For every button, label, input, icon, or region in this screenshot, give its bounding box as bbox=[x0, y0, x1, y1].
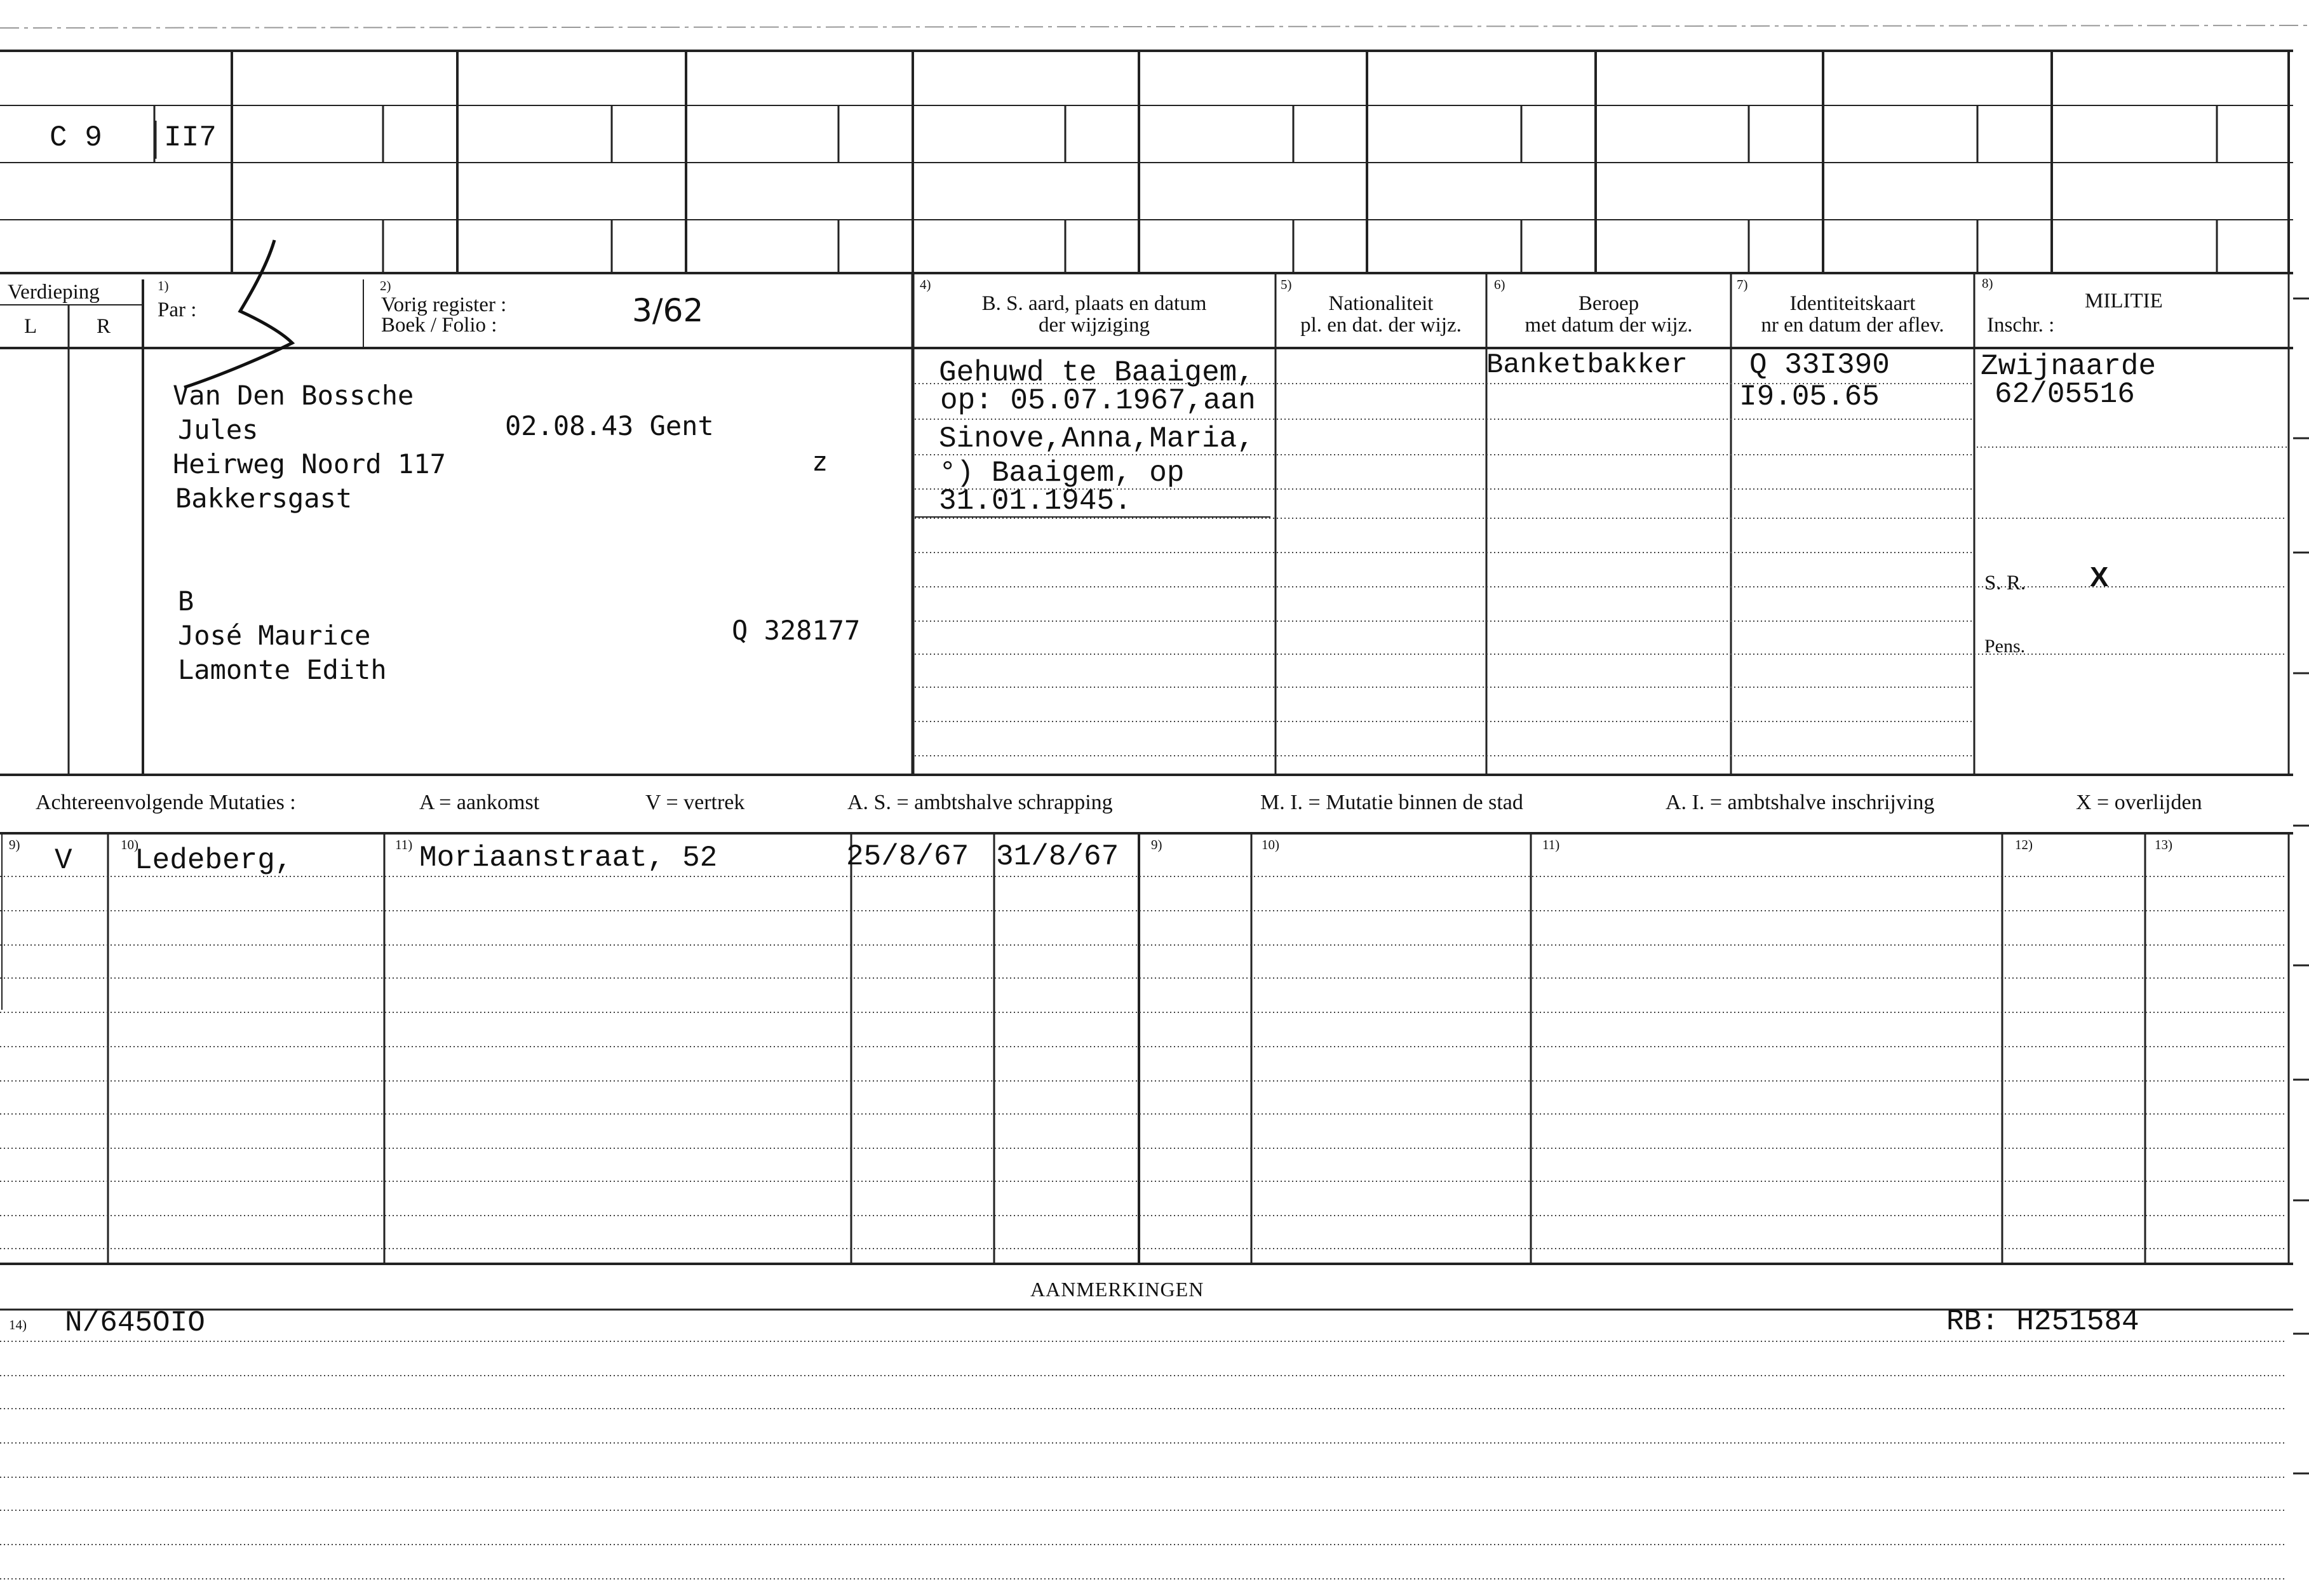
person-b-mark: B bbox=[178, 586, 194, 617]
verdieping-l: L bbox=[24, 315, 37, 338]
identiteitskaart-header-1: Identiteitskaart bbox=[1789, 292, 1916, 315]
militie-header: MILITIE bbox=[2085, 290, 2163, 312]
boek-folio-value: 3/62 bbox=[632, 292, 704, 329]
sr-label: S. R. bbox=[1984, 572, 2026, 594]
person-z-mark: z bbox=[812, 446, 828, 477]
verdieping-label: Verdieping bbox=[8, 281, 100, 304]
remarks-left-value: N/645OIO bbox=[65, 1306, 205, 1339]
nationaliteit-header-2: pl. en dat. der wijz. bbox=[1300, 314, 1462, 337]
person-address: Heirweg Noord 117 bbox=[173, 448, 446, 479]
mutatie-col-9-right: 9) bbox=[1151, 837, 1162, 852]
col6-num: 6) bbox=[1494, 277, 1505, 292]
person-occupation: Bakkersgast bbox=[175, 483, 353, 514]
person-id-ref: Q 328177 bbox=[732, 615, 861, 646]
beroep-value: Banketbakker bbox=[1486, 349, 1688, 381]
legend-v: V = vertrek bbox=[645, 791, 745, 814]
mutatie-col-13: 13) bbox=[2155, 837, 2172, 852]
remarks-right-value: RB: H251584 bbox=[1946, 1305, 2139, 1338]
bs-header-2: der wijziging bbox=[1038, 314, 1150, 337]
col8-num: 8) bbox=[1982, 276, 1993, 291]
identiteitskaart-header-2: nr en datum der aflev. bbox=[1761, 314, 1944, 337]
mutatie-col-12: 12) bbox=[2015, 837, 2033, 852]
parent-1: José Maurice bbox=[178, 620, 371, 651]
person-birth: 02.08.43 Gent bbox=[505, 410, 714, 441]
par-label: Par : bbox=[158, 298, 197, 321]
mutatie-col-10-right: 10) bbox=[1262, 837, 1279, 852]
signature-stroke bbox=[184, 240, 292, 387]
id-card-date: I9.05.65 bbox=[1739, 380, 1880, 413]
mutatie-type: V bbox=[55, 844, 72, 877]
marriage-line-5: 31.01.1945. bbox=[939, 485, 1132, 518]
militie-number: 62/05516 bbox=[1995, 378, 2135, 411]
nationaliteit-header-1: Nationaliteit bbox=[1328, 292, 1434, 315]
legend-a: A = aankomst bbox=[419, 791, 540, 814]
parent-2: Lamonte Edith bbox=[178, 654, 387, 685]
beroep-header-2: met datum der wijz. bbox=[1525, 314, 1693, 337]
person-first-name: Jules bbox=[178, 414, 259, 445]
vorig-register-label: Vorig register : bbox=[381, 293, 507, 316]
militie-place: Zwijnaarde bbox=[1981, 350, 2157, 383]
register-code-left: C 9 bbox=[50, 121, 102, 154]
inschr-label: Inschr. : bbox=[1987, 314, 2055, 337]
col1-num: 1) bbox=[158, 278, 169, 293]
legend-x: X = overlijden bbox=[2076, 791, 2202, 814]
beroep-header-1: Beroep bbox=[1578, 292, 1639, 315]
col5-num: 5) bbox=[1281, 277, 1292, 292]
id-card-number: Q 33I390 bbox=[1749, 349, 1890, 382]
mutatie-col-11-left: 11) bbox=[395, 837, 413, 852]
sr-value: X bbox=[2090, 561, 2109, 593]
aanmerkingen-title: AANMERKINGEN bbox=[1030, 1278, 1204, 1301]
mutatie-col-11-right: 11) bbox=[1542, 837, 1560, 852]
legend-ai: A. I. = ambtshalve inschrijving bbox=[1666, 791, 1935, 814]
mutaties-title: Achtereenvolgende Mutaties : bbox=[36, 791, 296, 814]
marriage-line-1: Gehuwd te Baaigem, bbox=[939, 356, 1255, 389]
bs-header-1: B. S. aard, plaats en datum bbox=[981, 292, 1207, 315]
mutatie-col-10-left: 10) bbox=[121, 837, 138, 852]
mutatie-col-9-left: 9) bbox=[9, 837, 20, 852]
marriage-line-2: op: 05.07.1967,aan bbox=[940, 384, 1256, 417]
legend-as: A. S. = ambtshalve schrapping bbox=[847, 791, 1113, 814]
register-code-right: II7 bbox=[164, 121, 217, 154]
mutatie-date-2: 31/8/67 bbox=[996, 840, 1119, 873]
col7-num: 7) bbox=[1737, 277, 1748, 292]
legend-mi: M. I. = Mutatie binnen de stad bbox=[1260, 791, 1523, 814]
mutatie-place: Ledeberg, bbox=[135, 844, 293, 877]
marriage-line-4: °) Baaigem, op bbox=[939, 457, 1185, 490]
remarks-num: 14) bbox=[9, 1317, 27, 1332]
mutatie-date-1: 25/8/67 bbox=[846, 840, 969, 873]
mutatie-street: Moriaanstraat, 52 bbox=[419, 842, 718, 875]
col4-num: 4) bbox=[920, 277, 931, 292]
col2-num: 2) bbox=[380, 278, 391, 293]
marriage-line-3: Sinove,Anna,Maria, bbox=[939, 422, 1255, 455]
verdieping-r: R bbox=[97, 315, 111, 338]
boek-folio-label: Boek / Folio : bbox=[381, 314, 497, 337]
pens-label: Pens. bbox=[1984, 636, 2026, 657]
person-name: Van Den Bossche bbox=[173, 380, 414, 411]
